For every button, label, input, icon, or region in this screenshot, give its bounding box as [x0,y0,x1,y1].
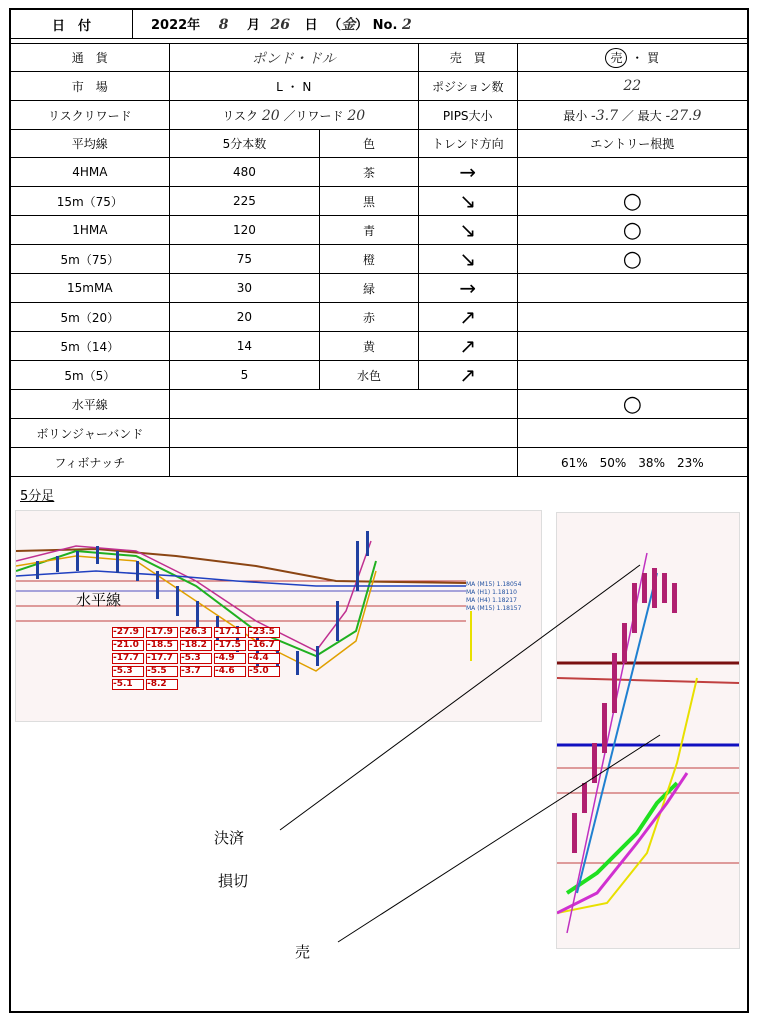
ma-header: トレンド方向 [418,130,517,158]
ma-bars: 225 [169,187,320,216]
pips-label: -18.5 [146,640,178,651]
date-label: 日 付 [11,10,133,39]
ma-bars: 30 [169,274,320,303]
ma-color: 茶 [320,158,419,187]
pips-value: 最小 -3.7 ／ 最大 -27.9 [517,101,747,130]
ma-header: 5分本数 [169,130,320,158]
pips-label: -4.4 [248,653,280,664]
pips-label: -17.7 [112,653,144,664]
trade-label: 売 買 [418,44,517,72]
trade-value: 売 ・ 買 [517,44,747,72]
trend-arrow: → [418,158,517,187]
currency-value: ポンド・ドル [169,44,418,72]
risk-value: 20 [261,107,280,124]
ma-color: 緑 [320,274,419,303]
annotation-stop: 損切 [218,872,249,890]
pips-label: -3.7 [180,666,212,677]
legend-entry: MA (H4) 1.18217 [466,597,517,604]
ma-name: 5m（20） [11,303,170,332]
entry-mark: ○ [517,187,747,216]
market-label: 市 場 [11,72,170,101]
pips-label: -16.7 [248,640,280,651]
trend-arrow: → [418,274,517,303]
day: 26 [270,17,291,33]
ma-bars: 75 [169,245,320,274]
annotation-settle: 決済 [214,829,245,847]
ma-color: 水色 [320,361,419,390]
position-label: ポジション数 [418,72,517,101]
extra-entry: ○ [517,390,747,419]
ma-bars: 120 [169,216,320,245]
trend-arrow: ↘ [418,216,517,245]
pips-label: -5.0 [248,666,280,677]
ma-color: 黒 [320,187,419,216]
ma-color: 黄 [320,332,419,361]
ma-name: 5m（14） [11,332,170,361]
ma-name: 5m（5） [11,361,170,390]
month-unit: 月 [247,18,261,33]
reward-value: 20 [347,107,366,124]
ma-bars: 5 [169,361,320,390]
reward-label: ／リワード [283,108,344,123]
pips-label: -27.9 [112,627,144,638]
entry-mark: ○ [517,216,747,245]
ma-bars: 20 [169,303,320,332]
min-value: -3.7 [591,107,619,124]
extra-name: フィボナッチ [11,448,170,477]
max-value: -27.9 [665,107,702,124]
pips-label: -8.2 [146,679,178,690]
weekday: 金 [341,17,356,33]
ma-name: 15mMA [11,274,170,303]
ma-name: 4HMA [11,158,170,187]
month: 8 [218,17,229,33]
year: 2022年 [151,18,201,33]
date-value: 2022年 8 月 26 日 （金） No. 2 [133,10,748,39]
market-value: L ・ N [169,72,418,101]
ma-name: 15m（75） [11,187,170,216]
pips-label: -5.5 [146,666,178,677]
pips-label: -17.5 [214,640,246,651]
trade-sell: 売 [605,48,627,68]
day-unit: 日 [304,18,318,33]
ma-bars: 14 [169,332,320,361]
pips-label: -17.1 [214,627,246,638]
currency-label: 通 貨 [11,44,170,72]
ma-header: 平均線 [11,130,170,158]
trend-arrow: ↗ [418,332,517,361]
pips-label: -5.3 [112,666,144,677]
annotation-sell: 売 [295,943,311,961]
pips-label: -17.7 [146,653,178,664]
pips-label: -5.3 [180,653,212,664]
horizontal-line-label: 水平線 [76,591,122,609]
ma-header: エントリー根拠 [517,130,747,158]
extra-name: 水平線 [11,390,170,419]
legend-entry: MA (H1) 1.18110 [466,589,517,596]
pips-label: -23.5 [248,627,280,638]
pips-label: -18.2 [180,640,212,651]
trend-arrow: ↗ [418,303,517,332]
pips-label: -4.9 [214,653,246,664]
entry-mark: ○ [517,245,747,274]
pips-label: -17.9 [146,627,178,638]
trend-arrow: ↘ [418,245,517,274]
pips-label: -5.1 [112,679,144,690]
min-label: 最小 [563,108,588,123]
chart-title: 5分足 [20,489,55,504]
pips-label: -4.6 [214,666,246,677]
ma-color: 青 [320,216,419,245]
trend-arrow: ↘ [418,187,517,216]
risk-label: リスク [222,108,259,123]
legend-entry: MA (M15) 1.18157 [466,605,522,612]
max-label: 最大 [637,108,662,123]
ma-name: 1HMA [11,216,170,245]
pips-label: PIPS大小 [418,101,517,130]
position-value: 22 [517,72,747,101]
ma-color: 橙 [320,245,419,274]
ma-bars: 480 [169,158,320,187]
rr-label: リスクリワード [11,101,170,130]
extra-entry: 61% 50% 38% 23% [517,448,747,477]
no-label: No. [372,18,398,33]
extra-name: ボリンジャーバンド [11,419,170,448]
legend-entry: MA (M15) 1.18054 [466,581,522,588]
no-value: 2 [401,17,412,33]
ma-header: 色 [320,130,419,158]
ma-color: 赤 [320,303,419,332]
ma-name: 5m（75） [11,245,170,274]
trend-arrow: ↗ [418,361,517,390]
trade-buy: 買 [647,50,660,65]
pips-label: -21.0 [112,640,144,651]
pips-label: -26.3 [180,627,212,638]
